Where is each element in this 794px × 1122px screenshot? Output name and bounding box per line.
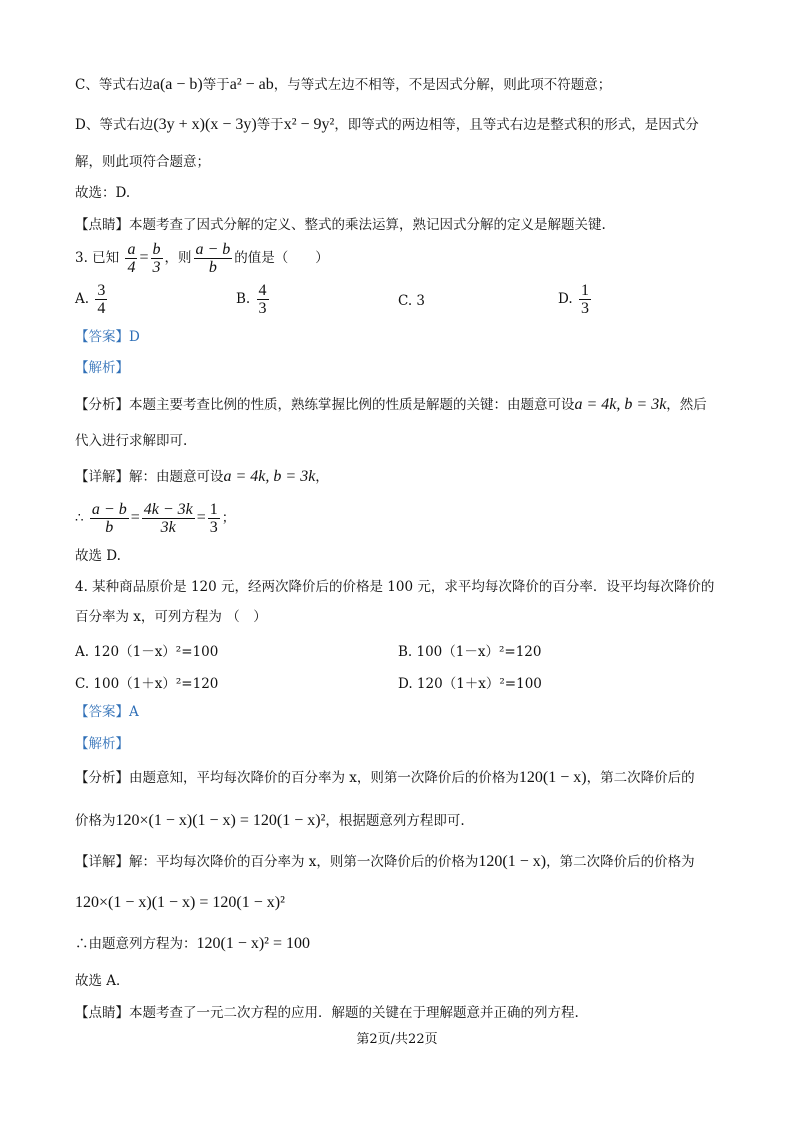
question-3-stem: 3. 已知 $\frac{a}{4}$ = $\frac{b}{3}$ ，则 $\frac{a - b}{b}$ 的值是（ ） xyxy=(75,241,329,276)
choose-line: 故选 D. xyxy=(75,548,121,564)
line-option-d: D、等式右边(3y + x)(x − 3y)等于x² − 9y²，即等式的两边相等，且等式右边是整式积的形式，是因式分 xyxy=(75,116,699,133)
math: a² − ab xyxy=(229,76,274,93)
math: a(a − b) xyxy=(152,76,203,93)
dianjing-line: 【点睛】本题考查了一元二次方程的应用．解题的关键在于理解题意并正确的列方程. xyxy=(75,1005,579,1021)
text-line: 解，则此项符合题意； xyxy=(75,154,210,170)
math: x² − 9y² xyxy=(283,116,335,133)
fraction: $\frac{b}{3}$ xyxy=(152,241,161,276)
q4-option-b: B. 100（1－x）²=120 xyxy=(398,644,542,660)
q4-option-c: C. 100（1＋x）²=120 xyxy=(75,676,219,692)
math: (3y + x)(x − 3y) xyxy=(153,116,257,133)
fenxi-line: 【分析】本题主要考查比例的性质，熟练掌握比例的性质是解题的关键：由题意可设a = 4k, b = 3k，然后 xyxy=(75,396,707,413)
dianjing-line: 【点睛】本题考查了因式分解的定义、整式的乘法运算，熟记因式分解的定义是解题关键. xyxy=(75,217,606,233)
fraction: $\frac{a}{4}$ xyxy=(127,241,136,276)
text-line: 故选：D. xyxy=(75,185,131,201)
math-line: 120×(1 − x)(1 − x) = 120(1 − x)² xyxy=(75,894,285,911)
fraction: $\frac{a - b}{b}$ xyxy=(195,241,231,276)
jiexi-label: 【解析】 xyxy=(75,360,129,376)
q3-option-a: A. $\frac{3}{4}$ xyxy=(75,282,106,317)
answer-label: 【答案】D xyxy=(75,329,140,345)
jiexi-label: 【解析】 xyxy=(75,736,129,752)
line-option-c: C、等式右边a(a − b)等于a² − ab，与等式左边不相等，不是因式分解，则此项不符题意； xyxy=(75,76,612,93)
question-4-stem: 4. 某种商品原价是 120 元，经两次降价后的价格是 100 元，求平均每次降价的百分率．设平均每次降价的 xyxy=(75,579,715,595)
page-footer: 第2页/共22页 xyxy=(356,1032,438,1047)
choose-line: 故选 A． xyxy=(75,973,130,989)
calc-line: ∴ $\frac{a - b}{b}$ = $\frac{4k - 3k}{3k}$ = $\frac{1}{3}$ ； xyxy=(75,501,236,536)
fenxi-line: 【分析】由题意知，平均每次降价的百分率为 x，则第一次降价后的价格为120(1 − x)，第二次降价后的 xyxy=(75,769,695,786)
fenxi-line: 价格为120×(1 − x)(1 − x) = 120(1 − x)²，根据题意列方程即可. xyxy=(75,812,465,829)
q3-option-d: D. $\frac{1}{3}$ xyxy=(558,282,589,317)
q4-option-a: A. 120（1－x）²=100 xyxy=(75,644,219,660)
q3-option-c: C. 3 xyxy=(398,293,426,309)
equation-line: ∴由题意列方程为：120(1 − x)² = 100 xyxy=(75,935,310,952)
answer-label: 【答案】A xyxy=(75,704,139,720)
text-line: 代入进行求解即可. xyxy=(75,433,188,449)
xiangjie-line: 【详解】解：由题意可设a = 4k, b = 3k， xyxy=(75,468,329,485)
q3-option-b: B. $\frac{4}{3}$ xyxy=(236,282,267,317)
q4-option-d: D. 120（1＋x）²=100 xyxy=(398,676,542,692)
question-4-stem: 百分率为 x，可列方程为 （ ） xyxy=(75,609,267,625)
xiangjie-line: 【详解】解：平均每次降价的百分率为 x，则第一次降价后的价格为120(1 − x)，第二次降价后的价格为 xyxy=(75,853,695,870)
